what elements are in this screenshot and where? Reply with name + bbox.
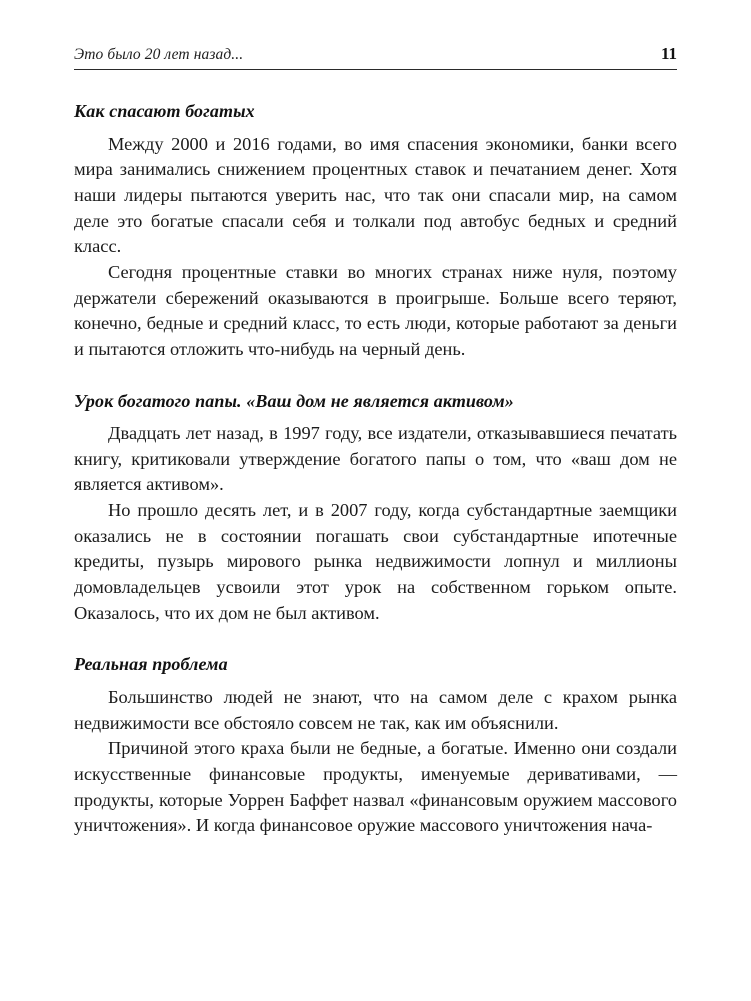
running-head-title: Это было 20 лет назад... xyxy=(74,46,244,63)
section-rich-dad-lesson xyxy=(74,390,677,627)
section-heading: Реальная проблема xyxy=(74,654,228,675)
paragraph: Двадцать лет назад, в 1997 году, все издатели, отказывавшиеся печатать книгу, критиковали утверждение богатого папы о том, что «ваш дом не является активом». xyxy=(74,423,677,495)
page-number: 11 xyxy=(660,44,677,63)
paragraph: Но прошло десять лет, и в 2007 году, когда субстандартные заемщики оказались не в состоянии погашать свои субстандартные ипотечные кредиты, пузырь мирового рынка недвижимости лопнул и миллионы домовладельцев усвоили этот урок на собственном горьком опыте. Оказалось, что их дом не был активом. xyxy=(74,500,677,623)
paragraph: Причиной этого краха были не бедные, а богатые. Именно они создали искусственные финансовые продукты, именуемые деривативами, — продукты, которые Уоррен Баффет назвал «финансовым оружием массового уничтожения». И когда финансовое оружие массового уничтожения нача- xyxy=(74,738,677,836)
section-heading: Урок богатого папы. «Ваш дом не является активом» xyxy=(74,390,514,411)
paragraph: Большинство людей не знают, что на самом деле с крахом рынка недвижимости все обстояло совсем не так, как им объяснили. xyxy=(74,686,677,733)
paragraph: Между 2000 и 2016 годами, во имя спасения экономики, банки всего мира занимались снижением процентных ставок и печатанием денег. Хотя наши лидеры пытаются уверить нас, что так они спасали мир, на самом деле это богатые спасали себя и толкали под автобус бедных и средний класс. xyxy=(74,133,677,257)
running-head xyxy=(74,44,677,70)
paragraph: Сегодня процентные ставки во многих странах ниже нуля, поэтому держатели сбережений оказываются в проигрыше. Больше всего теряют, конечно, бедные и средний класс, то есть люди, которые работают за деньги и пытаются отложить что-нибудь на черный день. xyxy=(74,261,677,359)
section-how-the-rich-are-saved xyxy=(74,100,677,363)
section-real-problem xyxy=(74,653,677,839)
section-heading: Как спасают богатых xyxy=(74,101,255,121)
